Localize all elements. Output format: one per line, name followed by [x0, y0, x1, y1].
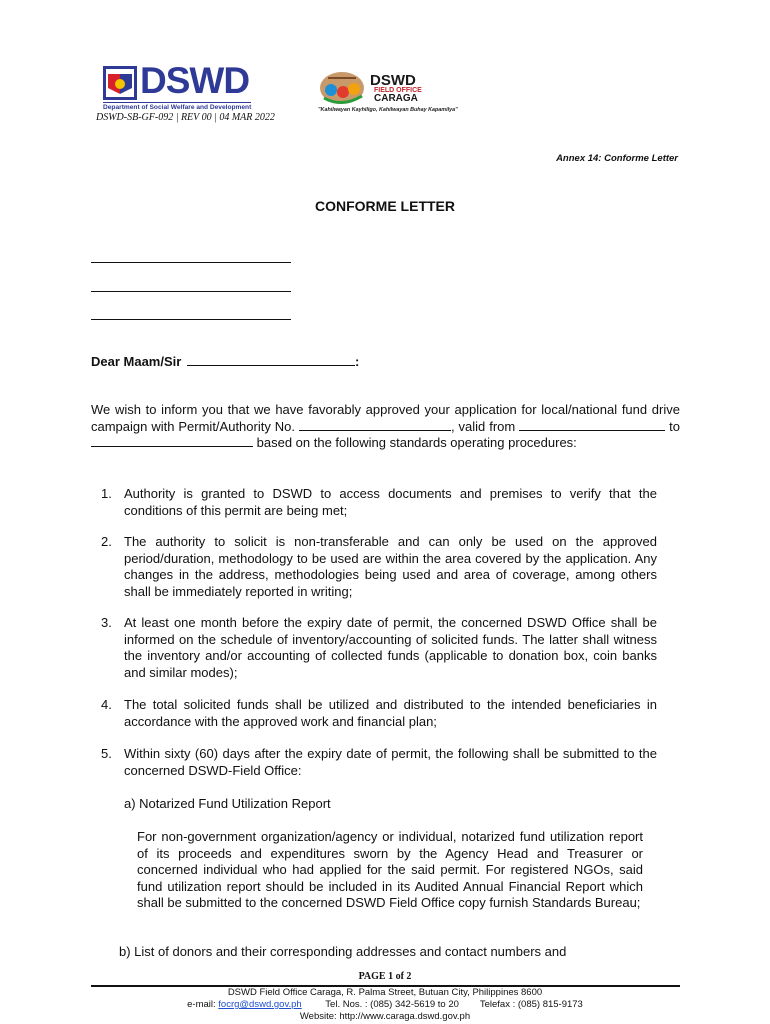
salutation-blank — [187, 354, 355, 366]
dswd-emblem-icon — [103, 66, 137, 100]
intro-paragraph — [91, 402, 680, 452]
field-office-emblem-icon — [318, 68, 368, 106]
field-office-tagline: "Kahilwayan Kayhiligo, Kahilwayan Buhay Kapamilya" — [318, 107, 458, 113]
list-item-number: 1. — [101, 486, 112, 501]
recipient-position-line — [91, 291, 291, 292]
intro-part-2: , valid from — [450, 418, 516, 434]
list-item-number: 5. — [101, 746, 112, 761]
valid-to-blank — [91, 435, 253, 447]
footer-website[interactable]: Website: http://www.caraga.dswd.gov.ph — [299, 1011, 471, 1022]
footer-address: DSWD Field Office Caraga, R. Palma Street, Butuan City, Philippines 8600 — [227, 987, 543, 998]
intro-part-4: based on the following standards operating procedures: — [256, 435, 577, 450]
field-office-logo — [318, 68, 458, 116]
salutation: Dear Maam/Sir : — [91, 354, 360, 369]
footer-email-link[interactable]: focrg@dswd.gov.ph — [218, 999, 302, 1010]
page-title: CONFORME LETTER — [315, 198, 455, 214]
sub-item-a-paragraph: For non-government organization/agency or individual, notarized fund utilization report of its proceeds and expenditures sworn by the Agency Head and Treasurer or concerned individual who had applied for the said permit. For registered NGOs, said fund utilization report should be included in its Audited Annual Financial Report which shall be submitted to the concerned DSWD Field Office copy furnish Standards Bureau; — [137, 829, 643, 910]
permit-number-blank — [299, 419, 451, 431]
document-reference: DSWD-SB-GF-092 | REV 00 | 04 MAR 2022 — [96, 112, 275, 123]
page-number: PAGE 1 of 2 — [358, 971, 412, 982]
recipient-address-line — [91, 319, 291, 320]
list-item-text: Authority is granted to DSWD to access documents and premises to verify that the conditions of this permit are being met; — [124, 486, 657, 518]
list-item-text: Within sixty (60) days after the expiry date of permit, the following shall be submitted to the concerned DSWD-Field Office: — [124, 746, 657, 778]
footer-contacts — [0, 999, 770, 1010]
list-item-text: The authority to solicit is non-transferable and can only be used on the approved period/duration, methodology to be used are within the area covered by the application. Any changes in the address, methodologies being used and area of coverage, among others shall be immediately reported in writing; — [124, 534, 657, 599]
list-item-text: At least one month before the expiry date of permit, the concerned DSWD Office shall be informed on the schedule of inventory/accounting of solicited funds. The latter shall witness the inventory and/or accounting of collected funds (applicable to donation box, coin banks and similar modes); — [124, 615, 657, 680]
intro-part-3: to — [669, 418, 680, 434]
footer-tel: Tel. Nos. : (085) 342-5619 to 20 — [325, 999, 459, 1010]
footer-telefax: Telefax : (085) 815-9173 — [479, 999, 583, 1010]
dswd-department-name: Department of Social Welfare and Development — [103, 104, 252, 111]
salutation-text: Dear Maam/Sir — [91, 354, 182, 369]
list-item-number: 3. — [101, 615, 112, 630]
dswd-logo-text: DSWD — [140, 60, 250, 101]
recipient-name-line — [91, 262, 291, 263]
field-office-logo-title: DSWD — [370, 72, 416, 89]
annex-label: Annex 14: Conforme Letter — [556, 153, 678, 164]
field-office-logo-region: CARAGA — [374, 93, 418, 104]
list-item-number: 4. — [101, 697, 112, 712]
field-office-logo-subtitle: FIELD OFFICE — [374, 87, 422, 94]
list-item-number: 2. — [101, 534, 112, 549]
dswd-logo — [103, 60, 255, 112]
intro-part-1: We wish to inform you that we have favorably approved your application for local/national fund drive campaign with Permit/Authority No. — [91, 402, 680, 434]
valid-from-blank — [519, 419, 665, 431]
footer-email-label: e-mail: — [187, 999, 216, 1010]
list-item-text: The total solicited funds shall be utilized and distributed to the intended beneficiaries in accordance with the approved work and financial plan; — [124, 697, 657, 729]
sub-item-a-label: a) Notarized Fund Utilization Report — [124, 796, 331, 811]
sub-item-b-label: b) List of donors and their corresponding addresses and contact numbers and — [119, 944, 567, 959]
